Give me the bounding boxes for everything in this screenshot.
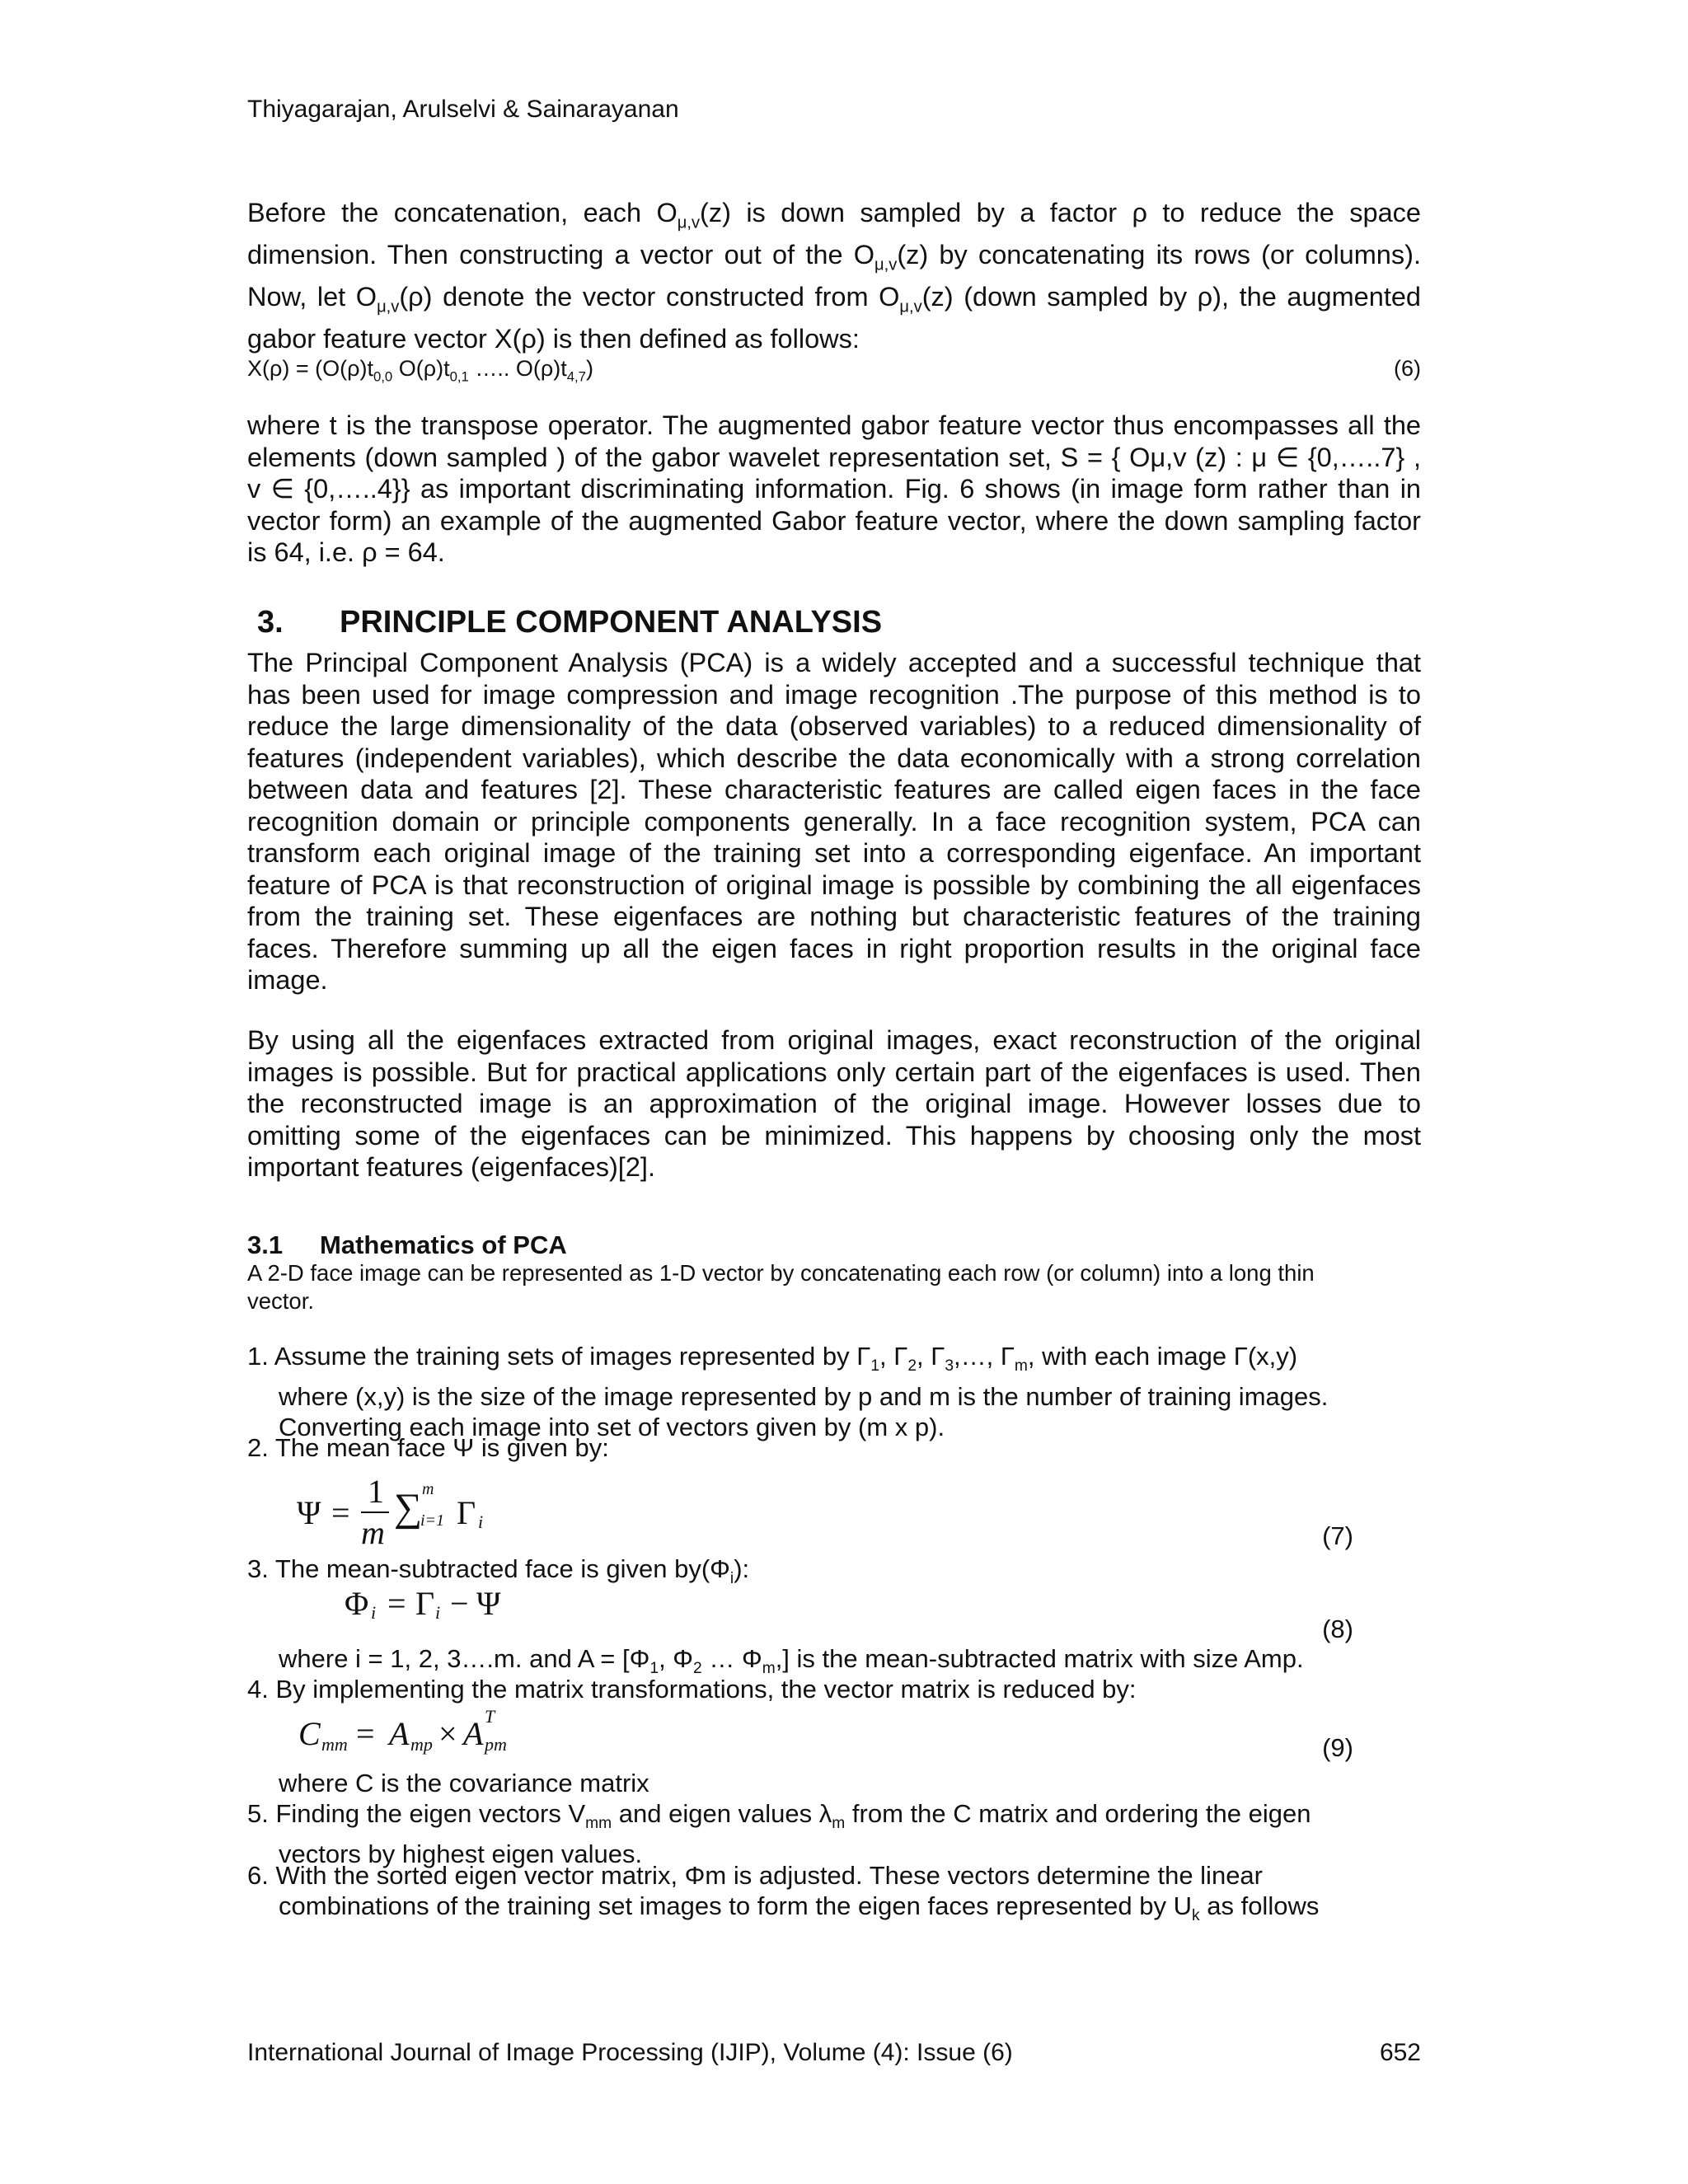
paragraph-gabor-downsampling <box>247 197 1421 355</box>
paragraph-pca-intro: The Principal Component Analysis (PCA) is a widely accepted and a successful technique that has been used for image compression and image recognition .The purpose of this method is to reduce the large dimensionality of the data (observed variables) to a reduced dimensionality of features (independent variables), which describe the data economically with a strong correlation between data and features [2]. These characteristic features are called eigen faces in the face recognition domain or principle components generally. In a face recognition system, PCA can transform each original image of the training set into a corresponding eigenface. An important feature of PCA is that reconstruction of original image is possible by combining the all eigenfaces from the training set. These eigenfaces are nothing but characteristic features of the training faces. Therefore summing up all the eigen faces in right proportion results in the original face image. <box>247 648 1421 995</box>
list-item-5: 5. Finding the eigen vectors $V_{mm}$ and eigen values $\lambda_m$ from the C matrix and ordering the eigen vectors by highest eigen values. <box>247 1799 1311 1869</box>
equation-number-8: (8) <box>1322 1615 1353 1643</box>
list-item-4-detail: where C is the covariance matrix <box>279 1769 649 1797</box>
para1-line4: gabor feature vector X(ρ) is then defined as follows: <box>247 324 860 354</box>
equation-8-mean-subtracted: Φ i = Γ i − Ψ <box>345 1585 501 1623</box>
para1-line2: dimension. Then constructing a vector out of the $O_{\mu,v}(z)$ by concatenating its rows (or columns). <box>247 240 1421 274</box>
list-item-2: 2. The mean face Ψ is given by: <box>247 1433 609 1462</box>
para1-line1: Before the concatenation, each $O_{\mu,v}(z)$ is down sampled by a factor ρ to reduce the space <box>247 198 1422 232</box>
page-number: 652 <box>1379 2039 1421 2066</box>
equation-6: $X(\rho) = (O(\rho)t_{0,0}$ $O(\rho)t_{0,1}$ ….. $O(\rho)t_{4,7}$) (6) <box>247 356 1421 385</box>
list-item-3-detail: where i = 1, 2, 3….m. and $A = [\Phi_1$, $\Phi_2$ … $\Phi_m$,] is the mean-subtracted matrix with size Amp. <box>279 1644 1304 1678</box>
equation-7-mean-face: Ψ = 1 m ∑ m i=1 Γ i <box>297 1473 484 1551</box>
list-item-6: 6. With the sorted eigen vector matrix, Φm is adjusted. These vectors determine the linear combinations of the training set images to form the eigen faces represented by $U_k$ as follows <box>247 1861 1320 1925</box>
list-item-3: 3. The mean-subtracted face is given $by(\Phi_i)$: <box>247 1554 750 1588</box>
paragraph-reconstruction: By using all the eigenfaces extracted from original images, exact reconstruction of the original images is possible. But for practical applications only certain part of the eigenfaces is used. Then the reconstructed image is an approximation of the original image. However losses due to omitting some of the eigenfaces can be minimized. This happens by choosing only the most important features (eigenfaces)[2]. <box>247 1025 1421 1182</box>
journal-citation: International Journal of Image Processing (IJIP), Volume (4): Issue (6) <box>247 2039 1013 2066</box>
page-footer <box>247 2039 1421 2067</box>
para1-line3: Now, let $O_{\mu,v}(\rho)$ denote the vector constructed from $O_{\mu,v}(z)$ (down sampled by ρ), the augmented <box>247 282 1422 316</box>
list-item-1: 1. Assume the training sets of images represented by $\Gamma_1$, $\Gamma_2$, $\Gamma_3,\dots$, $\Gamma_m$, with each image Γ(x,y) where (x,y) is the size of the image represented by p and m is the number of training images. Converting each image into set of vectors given by (m x p). <box>247 1342 1329 1442</box>
equation-number-7: (7) <box>1322 1521 1353 1550</box>
section-heading-3-1: 3.1 Mathematics of PCA <box>247 1230 567 1259</box>
paragraph-augmented-vector: where t is the transpose operator. The augmented gabor feature vector thus encompasses all the elements (down sampled ) of the gabor wavelet representation set, S = { Oμ,v (z) : μ ∈ {0,…..7} , v ∈ {0,…..4}} as important discriminating information. Fig. 6 shows (in image form rather than in vector form) an example of the augmented Gabor feature vector, where the down sampling factor is 64, i.e. ρ = 64. <box>247 410 1421 567</box>
equation-number-9: (9) <box>1322 1733 1353 1762</box>
list-item-4: 4. By implementing the matrix transformations, the vector matrix is reduced by: <box>247 1675 1137 1704</box>
paragraph-2d-to-1d: A 2-D face image can be represented as 1-D vector by concatenating each row (or column) into a long thin vector. <box>247 1260 1315 1314</box>
equation-9-covariance: C mm = A mp × A T pm <box>298 1706 507 1755</box>
running-header: Thiyagarajan, Arulselvi & Sainarayanan <box>247 96 679 123</box>
equation-number: (6) <box>1394 356 1421 381</box>
section-heading-3: 3. PRINCIPLE COMPONENT ANALYSIS <box>257 605 883 640</box>
